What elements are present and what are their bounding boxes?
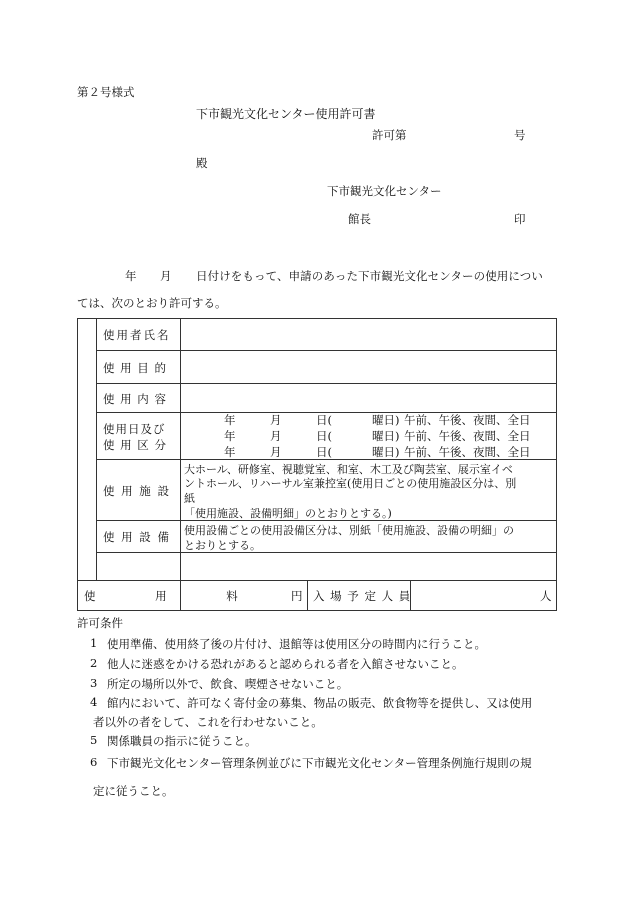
date-day: 日( bbox=[316, 429, 332, 443]
date-slots: 午前、午後、夜間、全日 bbox=[404, 413, 531, 427]
row-divider bbox=[96, 552, 557, 553]
facility-line: ントホール、リハーサル室兼控室(使用日ごとの使用施設区分は、別 bbox=[184, 477, 517, 490]
table-border-bottom bbox=[77, 610, 557, 611]
condition-text: 所定の場所以外で、飲食、喫煙させないこと。 bbox=[107, 677, 349, 691]
date-day: 日( bbox=[316, 413, 332, 427]
condition-number: 6 bbox=[90, 755, 98, 769]
date-month: 月 bbox=[270, 429, 282, 443]
table-border-top bbox=[77, 318, 557, 319]
issuer-title: 館長 bbox=[348, 212, 371, 226]
intro-text-2: ては、次のとおり許可する。 bbox=[77, 296, 227, 310]
date-weekday: 曜日) bbox=[372, 413, 400, 427]
label-date-line2: 使 用 区 分 bbox=[103, 438, 167, 452]
permit-number-prefix: 許可第 bbox=[372, 128, 407, 142]
row-divider bbox=[77, 580, 557, 581]
date-year: 年 bbox=[224, 429, 236, 443]
fee-divider bbox=[307, 580, 308, 610]
date-month: 月 bbox=[270, 445, 282, 459]
seal-mark: 印 bbox=[514, 212, 526, 226]
label-purpose: 使 用 目 的 bbox=[103, 361, 167, 375]
condition-number: 1 bbox=[90, 636, 98, 650]
equipment-line: とおりとする。 bbox=[184, 539, 261, 552]
label-column-divider bbox=[180, 318, 181, 611]
intro-text-1: 日付けをもって、申請のあった下市観光文化センターの使用につい bbox=[196, 269, 543, 283]
addressee-suffix: 殿 bbox=[196, 156, 208, 170]
table-border-left bbox=[77, 318, 78, 611]
condition-number: 2 bbox=[90, 656, 98, 670]
document-title: 下市観光文化センター使用許可書 bbox=[196, 107, 376, 121]
date-month: 月 bbox=[270, 413, 282, 427]
condition-number: 4 bbox=[90, 695, 98, 709]
label-equipment: 使 用 設 備 bbox=[103, 530, 171, 544]
conditions-heading: 許可条件 bbox=[77, 616, 123, 630]
label-date-line1: 使用日及び bbox=[103, 422, 166, 436]
condition-text: 者以外の者をして、これを行わせないこと。 bbox=[93, 715, 323, 729]
date-year: 年 bbox=[224, 445, 236, 459]
row-divider bbox=[96, 383, 557, 384]
table-border-right bbox=[556, 318, 557, 611]
inner-margin-line bbox=[96, 318, 97, 580]
condition-text: 他人に迷惑をかける恐れがあると認められる者を入館させないこと。 bbox=[107, 657, 464, 671]
intro-month: 月 bbox=[160, 269, 172, 283]
condition-number: 5 bbox=[90, 733, 98, 747]
condition-text: 下市観光文化センター管理条例並びに下市観光文化センター管理条例施行規則の規 bbox=[107, 756, 532, 770]
condition-text: 定に従うこと。 bbox=[93, 784, 174, 798]
label-user-name: 使用者氏名 bbox=[103, 328, 171, 342]
equipment-line: 使用設備ごとの使用設備区分は、別紙「使用施設、設備の明細」の bbox=[184, 524, 514, 537]
condition-number: 3 bbox=[90, 676, 98, 690]
fee-unit: 円 bbox=[291, 589, 303, 603]
label-facility: 使 用 施 設 bbox=[103, 484, 171, 498]
issuer-org: 下市観光文化センター bbox=[327, 184, 442, 198]
facility-line: 「使用施設、設備明細」のとおりとする。) bbox=[184, 507, 392, 520]
intro-year: 年 bbox=[125, 269, 137, 283]
label-fee: 使 用 料 bbox=[84, 589, 266, 603]
condition-text: 関係職員の指示に従うこと。 bbox=[107, 734, 257, 748]
condition-text: 館内において、許可なく寄付金の募集、物品の販売、飲食物等を提供し、又は使用 bbox=[107, 696, 533, 710]
condition-text: 使用準備、使用終了後の片付け、退館等は使用区分の時間内に行うこと。 bbox=[107, 637, 487, 651]
date-weekday: 曜日) bbox=[372, 429, 400, 443]
date-slots: 午前、午後、夜間、全日 bbox=[404, 445, 531, 459]
date-year: 年 bbox=[224, 413, 236, 427]
row-divider bbox=[96, 350, 557, 351]
form-number: 第２号様式 bbox=[77, 85, 135, 99]
facility-line: 紙 bbox=[184, 492, 195, 505]
attendance-unit: 人 bbox=[540, 589, 552, 603]
label-attendance: 入 場 予 定 人 員 bbox=[313, 589, 412, 603]
date-weekday: 曜日) bbox=[372, 445, 400, 459]
permit-number-suffix: 号 bbox=[514, 128, 526, 142]
date-slots: 午前、午後、夜間、全日 bbox=[404, 429, 531, 443]
facility-line: 大ホール、研修室、視聴覚室、和室、木工及び陶芸室、展示室イベ bbox=[184, 463, 513, 476]
label-content: 使 用 内 容 bbox=[103, 392, 167, 406]
date-day: 日( bbox=[316, 445, 332, 459]
